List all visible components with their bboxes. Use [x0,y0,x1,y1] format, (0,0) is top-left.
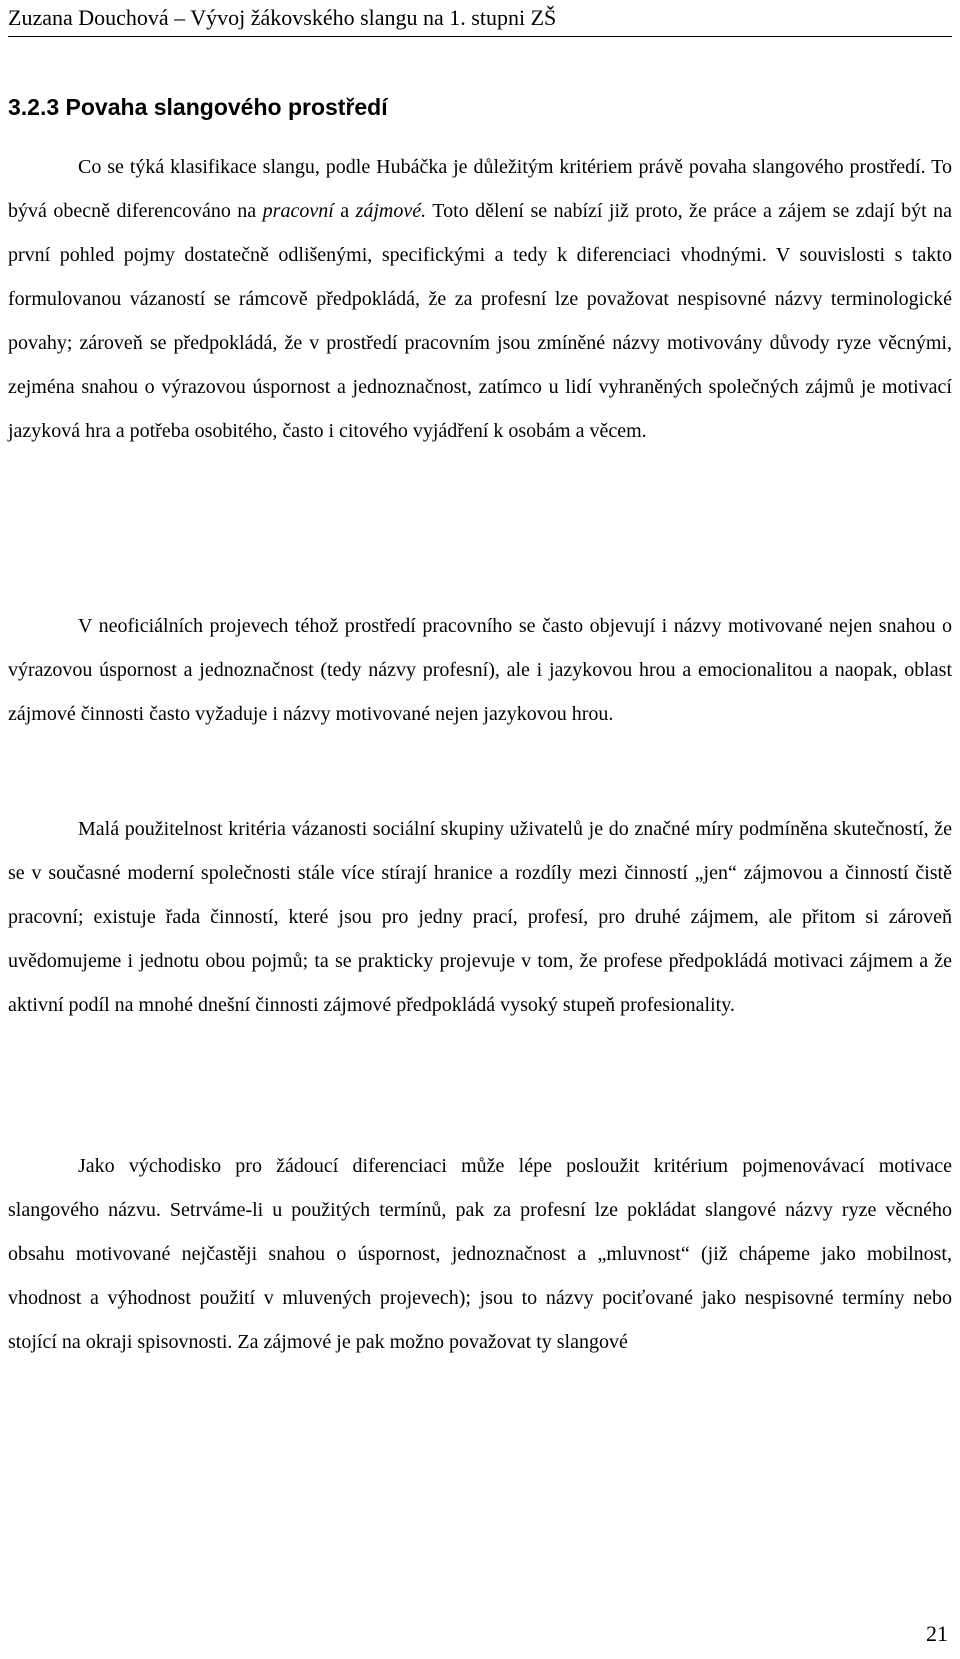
paragraph-4-text: Jako východisko pro žádoucí diferenciaci může lépe posloužit kritérium pojmenovávací motivace slangového názvu. Setrváme-li u použitých termínů, pak za profesní lze pokládat slangové názvy ryze věcného obsahu motivované nejčastěji snahou o úspornost, jednoznačnost a „mluvnost“ (již chápeme jako mobilnost, vhodnost a výhodnost použití v mluvených projevech); jsou to názvy pociťované jako nespisovné termíny nebo stojící na okraji spisovnosti. Za zájmové je pak možno považovat ty slangové [8,1155,952,1353]
paragraph-3-text: Malá použitelnost kritéria vázanosti sociální skupiny uživatelů je do značné míry podmíněna skutečností, že se v současné moderní společnosti stále více stírají hranice a rozdíly mezi činností „jen“ zájmovou a činností čistě pracovní; existuje řada činností, které jsou pro jedny prací, profesí, pro druhé zájmem, ale přitom si zároveň uvědomujeme i jednotu obou pojmů; ta se prakticky projevuje v tom, že profese předpokládá motivaci zájmem a že aktivní podíl na mnohé dnešní činnosti zájmové předpokládá vysoký stupeň profesionality. [8,818,952,1016]
running-header: Zuzana Douchová – Vývoj žákovského slangu na 1. stupni ZŠ [8,4,952,37]
paragraph-1-text-c: Toto dělení se nabízí již proto, že práce a zájem se zdají být na první pohled pojmy dostatečně odlišenými, specifickými a tedy k diferenciaci vhodnými. V souvislosti s takto formulovanou vázaností se rámcově předpokládá, že za profesní lze považovat nespisovné názvy terminologické povahy; zároveň se předpokládá, že v prostředí pracovním jsou zmíněné názvy motivovány důvody ryze věcnými, zejména snahou o výrazovou úspornost a jednoznačnost, zatímco u lidí vyhraněných společných zájmů je motivací jazyková hra a potřeba osobitého, často i citového vyjádření k osobám a věcem. [8,200,952,442]
paragraph-1-text-a: Co se týká klasifikace slangu, podle Hubáčka je důležitým kritériem právě povaha slangového prostředí. To bývá obecně diferencováno na [8,156,952,222]
paragraph-4 [8,1144,952,1364]
paragraph-1 [8,145,952,453]
page-number: 21 [926,1621,948,1646]
paragraph-1-text-b: a [333,200,356,222]
paragraph-2-text: V neoficiálních projevech téhož prostředí pracovního se často objevují i názvy motivované nejen snahou o výrazovou úspornost a jednoznačnost (tedy názvy profesní), ale i jazykovou hrou a emocionalitou a naopak, oblast zájmové činnosti často vyžaduje i názvy motivované nejen jazykovou hrou. [8,615,952,725]
paragraph-2 [8,604,952,736]
term-pracovni: pracovní [262,200,334,222]
term-zajmove: zájmové. [355,200,427,222]
paragraph-3 [8,807,952,1027]
section-heading: 3.2.3 Povaha slangového prostředí [8,94,388,120]
